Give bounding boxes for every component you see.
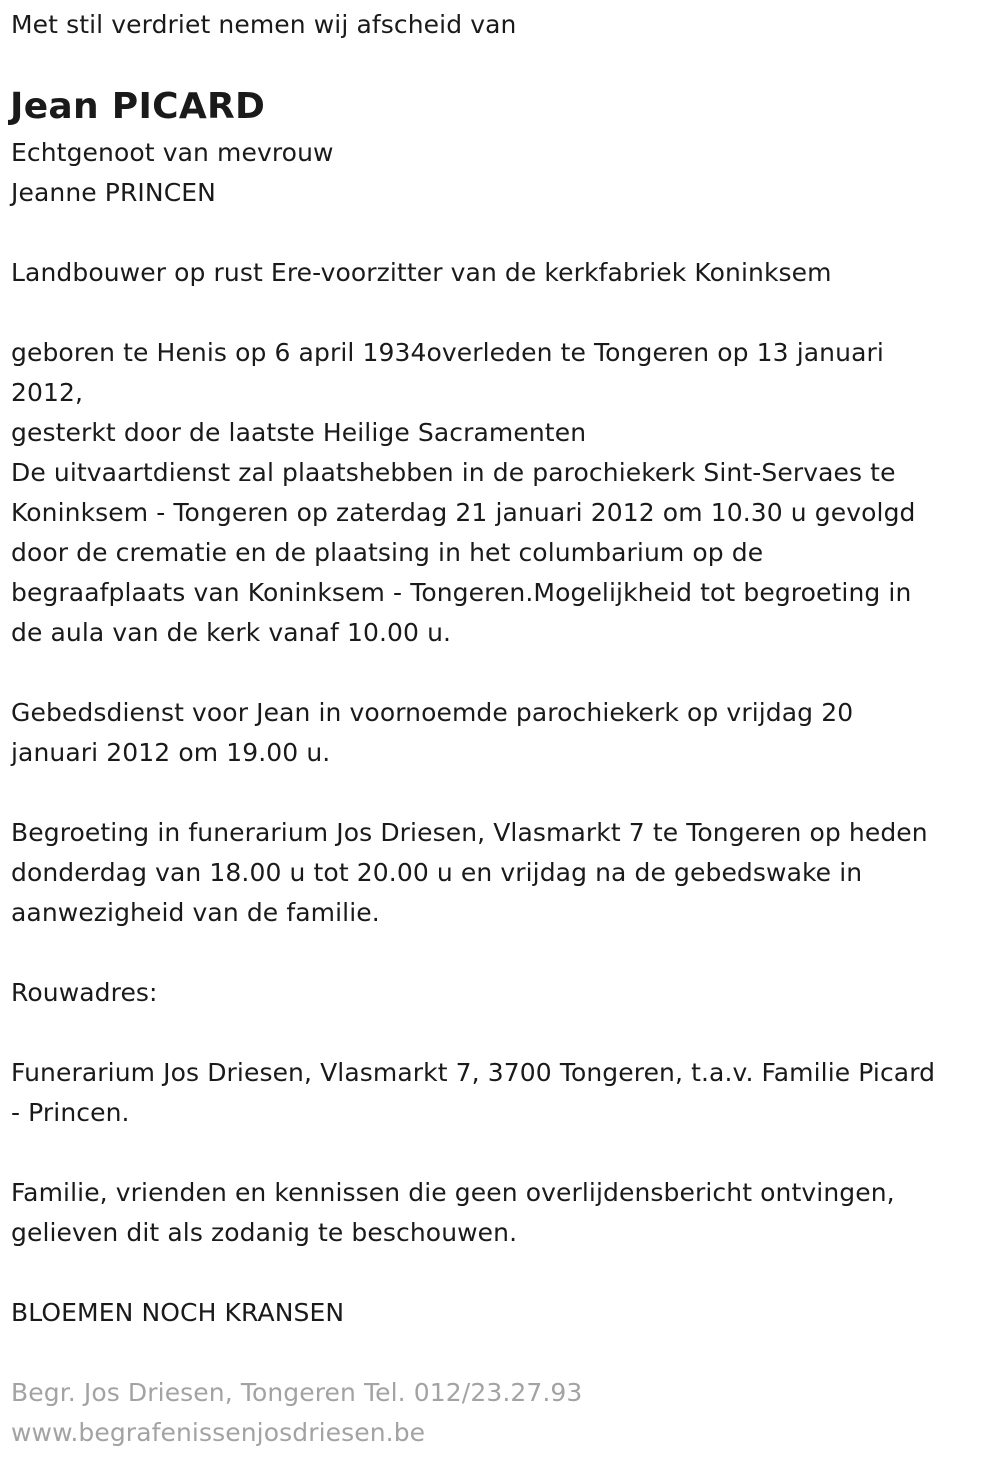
funeral-line-2: Koninksem - Tongeren op zaterdag 21 januari 2012 om 10.30 u gevolgd [11, 498, 916, 527]
mourning-address-line-1: Funerarium Jos Driesen, Vlasmarkt 7, 3700 Tongeren, t.a.v. Familie Picard [11, 1058, 936, 1087]
deceased-name: Jean PICARD [10, 86, 266, 127]
funeral-line-3: door de crematie en de plaatsing in het columbarium op de [11, 538, 764, 567]
prayer-line-2: januari 2012 om 19.00 u. [11, 738, 331, 767]
greeting-line-3: aanwezigheid van de familie. [11, 898, 380, 927]
undertaker-text: Begr. Jos Driesen, Tongeren Tel. 012/23.27.93 [11, 1378, 583, 1407]
sacraments-text: gesterkt door de laatste Heilige Sacramenten [11, 418, 587, 447]
spouse-line-1: Echtgenoot van mevrouw [11, 138, 334, 167]
greeting-line-1: Begroeting in funerarium Jos Driesen, Vlasmarkt 7 te Tongeren op heden [11, 818, 928, 847]
website-link[interactable]: www.begrafenissenjosdriesen.be [11, 1418, 426, 1447]
intro-text: Met stil verdriet nemen wij afscheid van [11, 10, 517, 39]
funeral-line-4: begraafplaats van Koninksem - Tongeren.Mogelijkheid tot begroeting in [11, 578, 912, 607]
funeral-line-5: de aula van de kerk vanaf 10.00 u. [11, 618, 452, 647]
mourning-label: Rouwadres: [11, 978, 158, 1007]
prayer-line-1: Gebedsdienst voor Jean in voornoemde parochiekerk op vrijdag 20 [11, 698, 854, 727]
occupation-text: Landbouwer op rust Ere-voorzitter van de kerkfabriek Koninksem [11, 258, 832, 287]
notice-line-1: Familie, vrienden en kennissen die geen overlijdensbericht ontvingen, [11, 1178, 895, 1207]
greeting-line-2: donderdag van 18.00 u tot 20.00 u en vrijdag na de gebedswake in [11, 858, 863, 887]
birth-death-line-1: geboren te Henis op 6 april 1934overleden te Tongeren op 13 januari [11, 338, 884, 367]
spouse-line-2: Jeanne PRINCEN [11, 178, 216, 207]
mourning-address-line-2: - Princen. [11, 1098, 130, 1127]
funeral-line-1: De uitvaartdienst zal plaatshebben in de parochiekerk Sint-Servaes te [11, 458, 896, 487]
birth-death-line-2: 2012, [11, 378, 84, 407]
flowers-text: BLOEMEN NOCH KRANSEN [11, 1298, 345, 1327]
notice-line-2: gelieven dit als zodanig te beschouwen. [11, 1218, 518, 1247]
